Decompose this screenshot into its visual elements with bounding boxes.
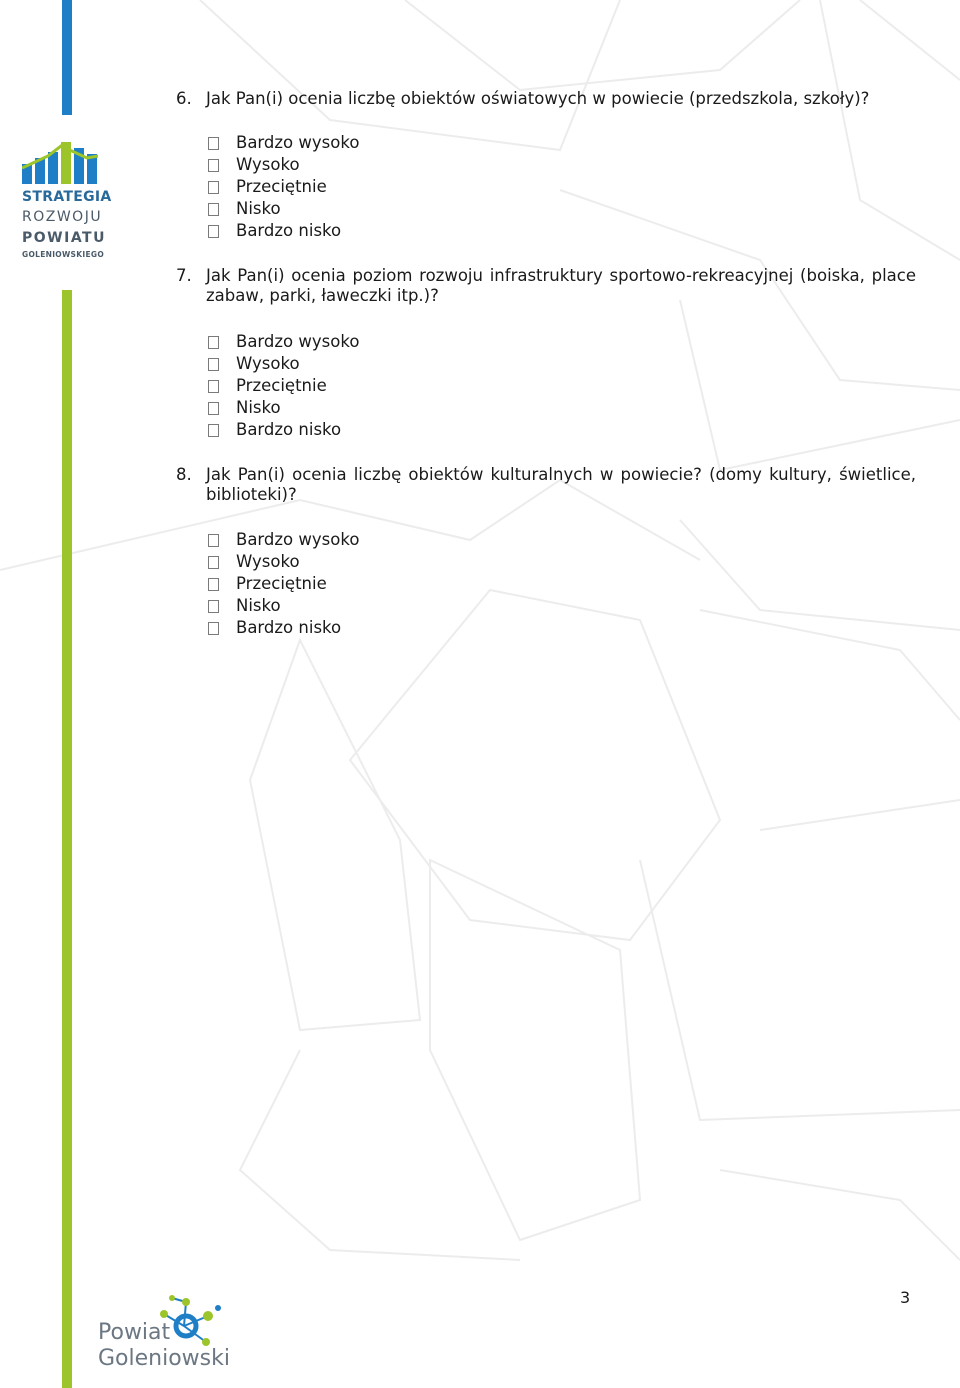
logo-line-rozwoju: ROZWOJU (22, 209, 103, 225)
option-label: Bardzo wysoko (236, 530, 360, 549)
strategy-logo (22, 138, 114, 268)
checkbox[interactable] (208, 137, 219, 150)
option-bardzo-wysoko[interactable] (206, 331, 359, 353)
option-label: Nisko (236, 596, 281, 615)
option-przecietnie[interactable] (206, 375, 359, 397)
checkbox[interactable] (208, 578, 219, 591)
checkbox[interactable] (208, 556, 219, 569)
checkbox[interactable] (208, 600, 219, 613)
option-label: Bardzo wysoko (236, 133, 360, 152)
option-label: Przeciętnie (236, 177, 327, 196)
question-8 (176, 465, 916, 505)
checkbox[interactable] (208, 402, 219, 415)
checkbox[interactable] (208, 225, 219, 238)
checkbox[interactable] (208, 159, 219, 172)
option-wysoko[interactable] (206, 551, 359, 573)
option-bardzo-nisko[interactable] (206, 220, 359, 242)
option-wysoko[interactable] (206, 154, 359, 176)
option-label: Przeciętnie (236, 376, 327, 395)
page-number: 3 (900, 1288, 911, 1307)
logo-line-powiatu: POWIATU (22, 230, 106, 246)
powiat-goleniowski-logo (98, 1290, 238, 1374)
left-green-bar (62, 290, 72, 1388)
option-label: Bardzo wysoko (236, 332, 360, 351)
checkbox[interactable] (208, 534, 219, 547)
option-label: Wysoko (236, 552, 300, 571)
checkbox[interactable] (208, 358, 219, 371)
question-7-options (206, 331, 359, 441)
question-text: Jak Pan(i) ocenia liczbę obiektów kulturalnych w powiecie? (domy kultury, świetlice, biblioteki)? (206, 465, 916, 504)
checkbox[interactable] (208, 622, 219, 635)
question-6-options (206, 132, 359, 242)
logo-word-powiat: Powiat (98, 1320, 171, 1345)
question-number: 6. (176, 89, 192, 108)
option-nisko[interactable] (206, 397, 359, 419)
option-bardzo-nisko[interactable] (206, 617, 359, 639)
option-przecietnie[interactable] (206, 573, 359, 595)
question-number: 7. (176, 266, 192, 285)
question-number: 8. (176, 465, 192, 484)
checkbox[interactable] (208, 181, 219, 194)
checkbox[interactable] (208, 203, 219, 216)
checkbox[interactable] (208, 380, 219, 393)
option-label: Bardzo nisko (236, 618, 342, 637)
logo-word-goleniowski: Goleniowski (98, 1346, 230, 1371)
question-7 (176, 266, 916, 306)
logo-line-strategia: STRATEGIA (22, 189, 112, 205)
checkbox[interactable] (208, 424, 219, 437)
option-label: Nisko (236, 199, 281, 218)
left-blue-bar (62, 0, 72, 115)
option-nisko[interactable] (206, 198, 359, 220)
option-bardzo-wysoko[interactable] (206, 132, 359, 154)
logo-bars-graphic (22, 138, 114, 188)
option-nisko[interactable] (206, 595, 359, 617)
option-label: Bardzo nisko (236, 420, 342, 439)
question-text: Jak Pan(i) ocenia liczbę obiektów oświatowych w powiecie (przedszkola, szkoły)? (206, 89, 870, 108)
option-bardzo-nisko[interactable] (206, 419, 359, 441)
question-text: Jak Pan(i) ocenia poziom rozwoju infrastruktury sportowo-rekreacyjnej (boiska, place zabaw, parki, ławeczki itp.)? (206, 266, 916, 305)
logo-line-goleniowskiego: GOLENIOWSKIEGO (22, 250, 105, 259)
option-wysoko[interactable] (206, 353, 359, 375)
option-label: Wysoko (236, 354, 300, 373)
checkbox[interactable] (208, 336, 219, 349)
option-przecietnie[interactable] (206, 176, 359, 198)
option-label: Nisko (236, 398, 281, 417)
option-label: Przeciętnie (236, 574, 327, 593)
option-label: Bardzo nisko (236, 221, 342, 240)
option-label: Wysoko (236, 155, 300, 174)
question-8-options (206, 529, 359, 639)
option-bardzo-wysoko[interactable] (206, 529, 359, 551)
question-6 (176, 89, 916, 109)
